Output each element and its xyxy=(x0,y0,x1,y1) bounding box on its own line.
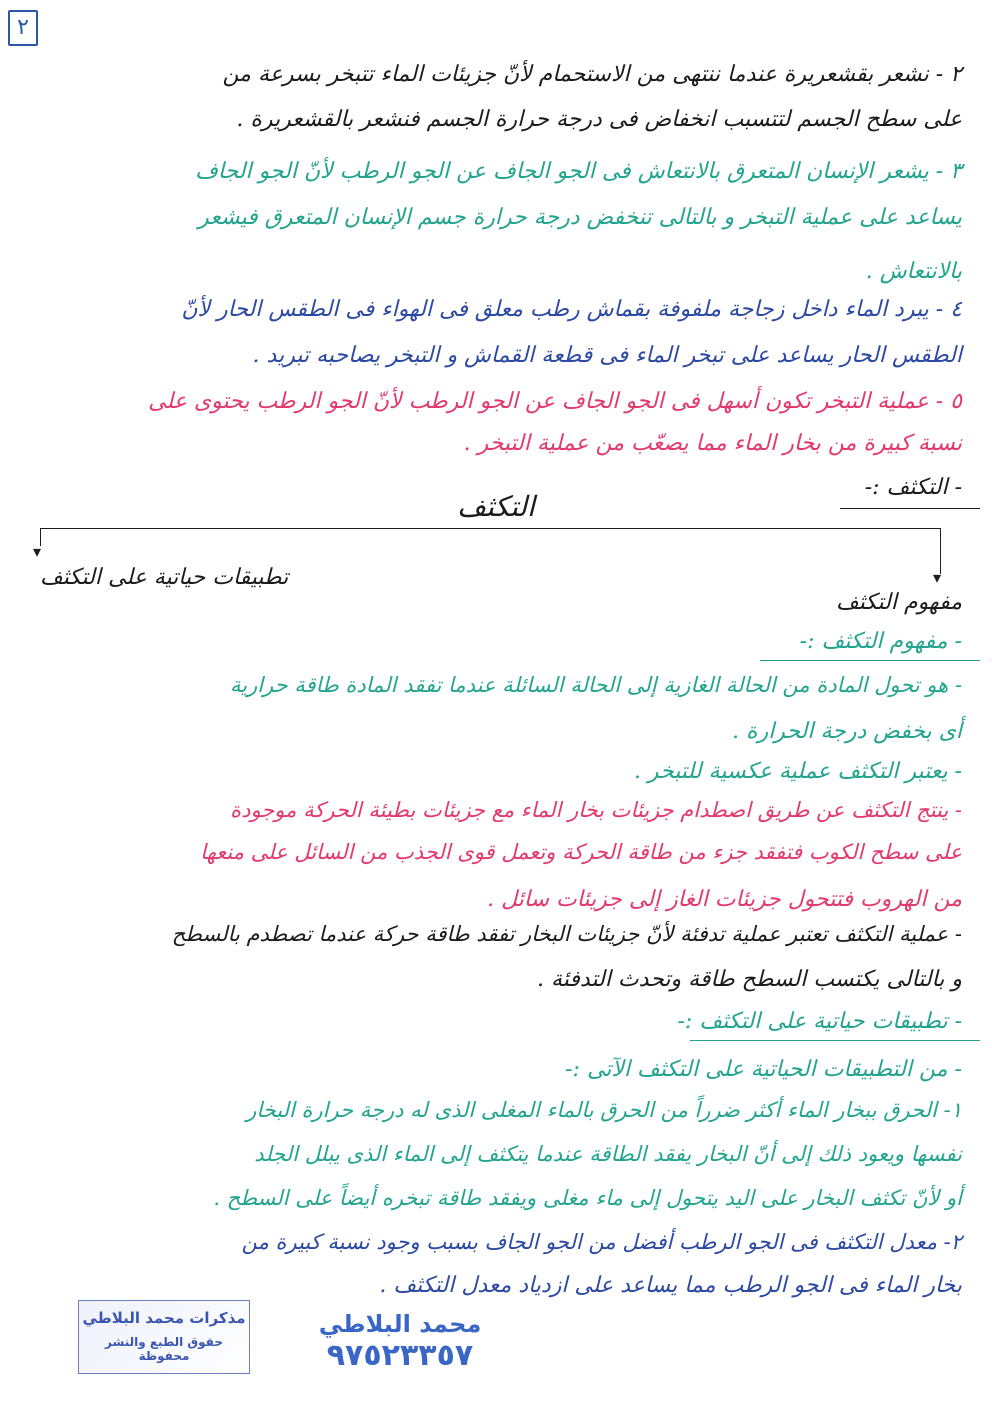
text-line: الطقس الحار يساعد على تبخر الماء فى قطعة القماش و التبخر يصاحبه تبريد . xyxy=(252,343,962,368)
text-line: يساعد على عملية التبخر و بالتالى تنخفض درجة حرارة جسم الإنسان المتعرق فيشعر xyxy=(198,205,962,230)
text-line: ٢- معدل التكثف فى الجو الرطب أفضل من الجو الجاف بسبب وجود نسبة كبيرة من xyxy=(241,1230,962,1254)
text-line: - عملية التكثف تعتبر عملية تدفئة لأنّ جزيئات البخار تفقد طاقة حركة عندما تصطدم بالسطح xyxy=(171,922,962,946)
arrow-right-head: ▾ xyxy=(933,568,942,587)
section-heading: - التكثف :- xyxy=(864,475,962,500)
heading-underline xyxy=(760,660,980,661)
diagram-connector xyxy=(40,528,940,529)
arrow-left-head: ▾ xyxy=(33,542,42,561)
text-line: ٣ - يشعر الإنسان المتعرق بالانتعاش فى الجو الجاف عن الجو الرطب لأنّ الجو الجاف xyxy=(195,159,962,184)
text-line: - يعتبر التكثف عملية عكسية للتبخر . xyxy=(633,759,962,784)
text-line: - من التطبيقات الحياتية على التكثف الآتى :- xyxy=(565,1057,962,1082)
text-line: ٢ - نشعر بقشعريرة عندما ننتهى من الاستحمام لأنّ جزيئات الماء تتبخر بسرعة من xyxy=(222,62,962,87)
text-line: نسبة كبيرة من بخار الماء مما يصعّب من عملية التبخر . xyxy=(463,431,962,456)
text-line: بخار الماء فى الجو الرطب مما يساعد على ازدياد معدل التكثف . xyxy=(379,1273,962,1298)
diagram-title: التكثف xyxy=(457,490,535,523)
author-phone: ٩٧٥٢٣٣٥٧ xyxy=(326,1338,474,1373)
diagram-branch-applications: تطبيقات حياتية على التكثف xyxy=(40,565,289,590)
text-line: ٤ - يبرد الماء داخل زجاجة ملفوفة بقماش رطب معلق فى الهواء فى الطقس الحار لأنّ xyxy=(181,297,962,322)
text-line: ١- الحرق ببخار الماء أكثر ضرراً من الحرق بالماء المغلى الذى له درجة حرارة البخار xyxy=(246,1098,962,1122)
text-line: ٥ - عملية التبخر تكون أسهل فى الجو الجاف عن الجو الرطب لأنّ الجو الرطب يحتوى على xyxy=(148,389,962,414)
author-name: محمد البلاطي xyxy=(318,1310,482,1338)
page-number: ٢ xyxy=(8,10,38,46)
text-line: أى بخفض درجة الحرارة . xyxy=(732,719,962,744)
author-signature xyxy=(300,1310,500,1373)
text-line: - هو تحول المادة من الحالة الغازية إلى الحالة السائلة عندما تفقد المادة طاقة حرارية xyxy=(229,673,962,697)
text-line: بالانتعاش . xyxy=(865,259,962,284)
copyright-stamp xyxy=(78,1300,250,1374)
diagram-branch-concept: مفهوم التكثف xyxy=(835,590,962,615)
text-line: أو لأنّ تكثف البخار على اليد يتحول إلى ماء مغلى ويفقد طاقة تبخره أيضاً على السطح . xyxy=(213,1186,962,1210)
heading-underline xyxy=(690,1040,980,1041)
text-line: من الهروب فتتحول جزيئات الغاز إلى جزيئات سائل . xyxy=(487,887,962,912)
section-heading: - مفهوم التكثف :- xyxy=(799,629,962,654)
stamp-title: مذكرات محمد البلاطي xyxy=(82,1309,246,1327)
section-heading: - تطبيقات حياتية على التكثف :- xyxy=(677,1009,962,1034)
stamp-rights: حقوق الطبع والنشر محفوظة xyxy=(105,1335,223,1363)
text-line: على سطح الكوب فتفقد جزء من طاقة الحركة وتعمل قوى الجذب من السائل على منعها xyxy=(200,840,962,864)
text-line: و بالتالى يكتسب السطح طاقة وتحدث التدفئة . xyxy=(537,967,962,992)
text-line: نفسها ويعود ذلك إلى أنّ البخار يفقد الطاقة عندما يتكثف إلى الماء الذى يبلل الجلد xyxy=(254,1142,962,1166)
text-line: - ينتج التكثف عن طريق اصطدام جزيئات بخار الماء مع جزيئات بطيئة الحركة موجودة xyxy=(230,798,962,822)
text-line: على سطح الجسم لتتسبب انخفاض فى درجة حرارة الجسم فنشعر بالقشعريرة . xyxy=(236,107,962,132)
